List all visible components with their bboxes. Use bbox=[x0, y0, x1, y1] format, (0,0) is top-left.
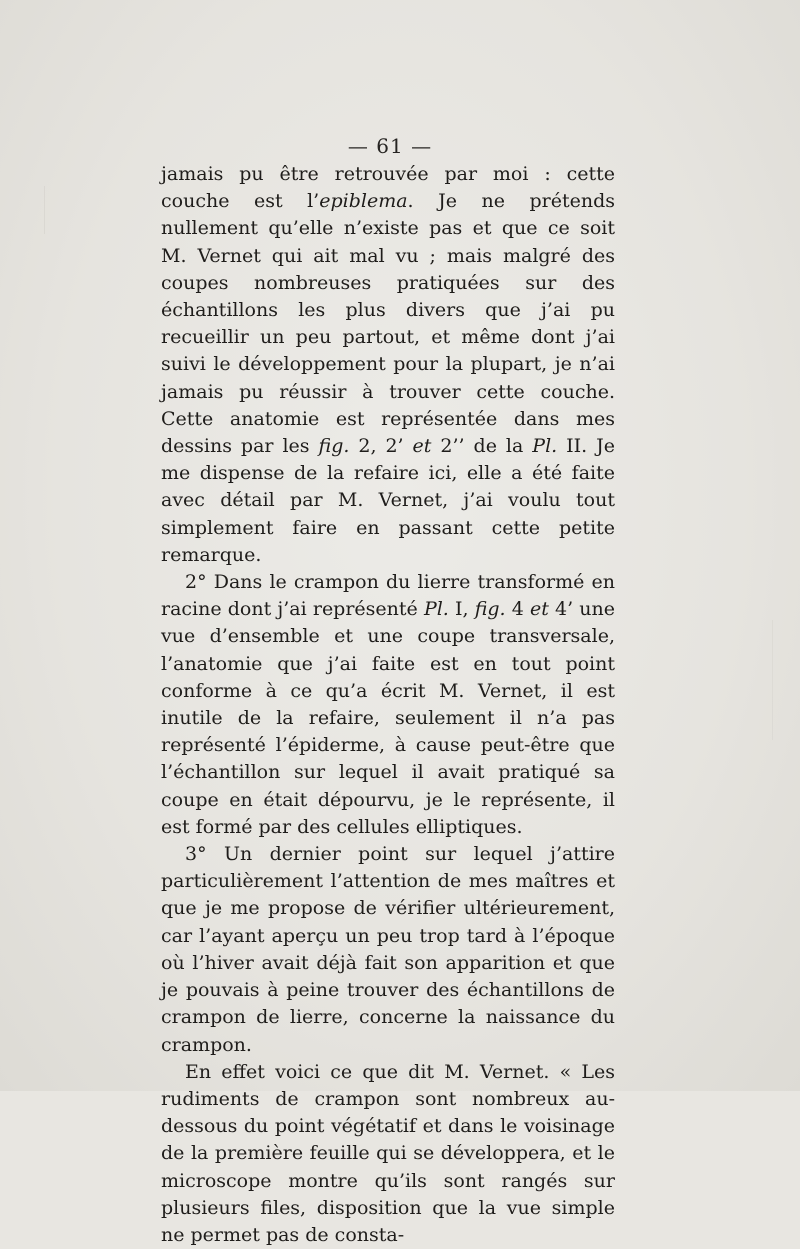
text-run: 4 bbox=[505, 598, 530, 621]
italic-text: et bbox=[412, 435, 432, 458]
italic-text: fig. bbox=[474, 598, 506, 621]
paragraph-1 bbox=[161, 161, 615, 569]
italic-text: Pl. bbox=[532, 435, 558, 458]
text-run: jamais pu être retrouvée par moi : cette couche est l’ bbox=[161, 163, 615, 213]
paragraph-2 bbox=[161, 569, 615, 841]
text-run: 4’ une vue d’ensemble et une coupe transversale, l’anatomie que j’ai faite est en tout point conforme à ce qu’a écrit M. Vernet, il est inutile de la refaire, seulement il n’a pas représenté l’épiderme, à cause peut-être que l’échantillon sur lequel il avait pratiqué sa coupe en était dépourvu, je le représente, il est formé par des cellules elliptiques. bbox=[161, 598, 615, 838]
body-text bbox=[161, 161, 615, 1249]
text-run: 3° Un dernier point sur lequel j’attire particulièrement l’attention de mes maîtres et que je me propose de vérifier ultérieurement, car l’ayant aperçu un peu trop tard à l’époque où l’hiver avait déjà fait son apparition et que je pouvais à peine trouver des échantillons de crampon de lierre, concerne la naissance du crampon. bbox=[161, 843, 615, 1056]
text-run: En effet voici ce que dit M. Vernet. « Les rudiments de crampon sont nombreux au-dessous du point végétatif et dans le voisinage de la première feuille qui se développera, et le microscope montre qu’ils sont rangés sur plusieurs files, disposition que la vue simple ne permet pas de consta- bbox=[161, 1060, 615, 1246]
text-run: . Je ne prétends nullement qu’elle n’existe pas et que ce soit M. Vernet qui ait mal vu ; mais malgré des coupes nombreuses pratiquées sur des échantillons les plus divers que j’ai pu recueillir un peu partout, et même dont j’ai suivi le développement pour la plupart, je n’ai jamais pu réussir à trouver cette couche. Cette anatomie est représentée dans mes dessins par les bbox=[161, 190, 615, 458]
scan-margin-mark bbox=[772, 620, 773, 740]
italic-text: epiblema bbox=[319, 190, 408, 213]
text-run: II. Je me dispense de la refaire ici, elle a été faite avec détail par M. Vernet, j’ai voulu tout simplement faire en passant cette petite remarque. bbox=[161, 435, 616, 566]
italic-text: et bbox=[529, 598, 549, 621]
paragraph-3 bbox=[161, 841, 615, 1059]
text-run: 2° Dans le crampon du lierre transformé en racine dont j’ai représenté bbox=[161, 571, 615, 621]
italic-text: Pl. bbox=[423, 598, 449, 621]
scan-margin-mark bbox=[44, 186, 45, 234]
page-number: — 61 — bbox=[347, 134, 433, 158]
paragraph-4 bbox=[161, 1059, 615, 1249]
text-run: I, bbox=[448, 598, 475, 621]
text-run: 2’’ de la bbox=[431, 435, 533, 458]
italic-text: fig. bbox=[318, 435, 350, 458]
text-run: 2, 2’ bbox=[349, 435, 413, 458]
